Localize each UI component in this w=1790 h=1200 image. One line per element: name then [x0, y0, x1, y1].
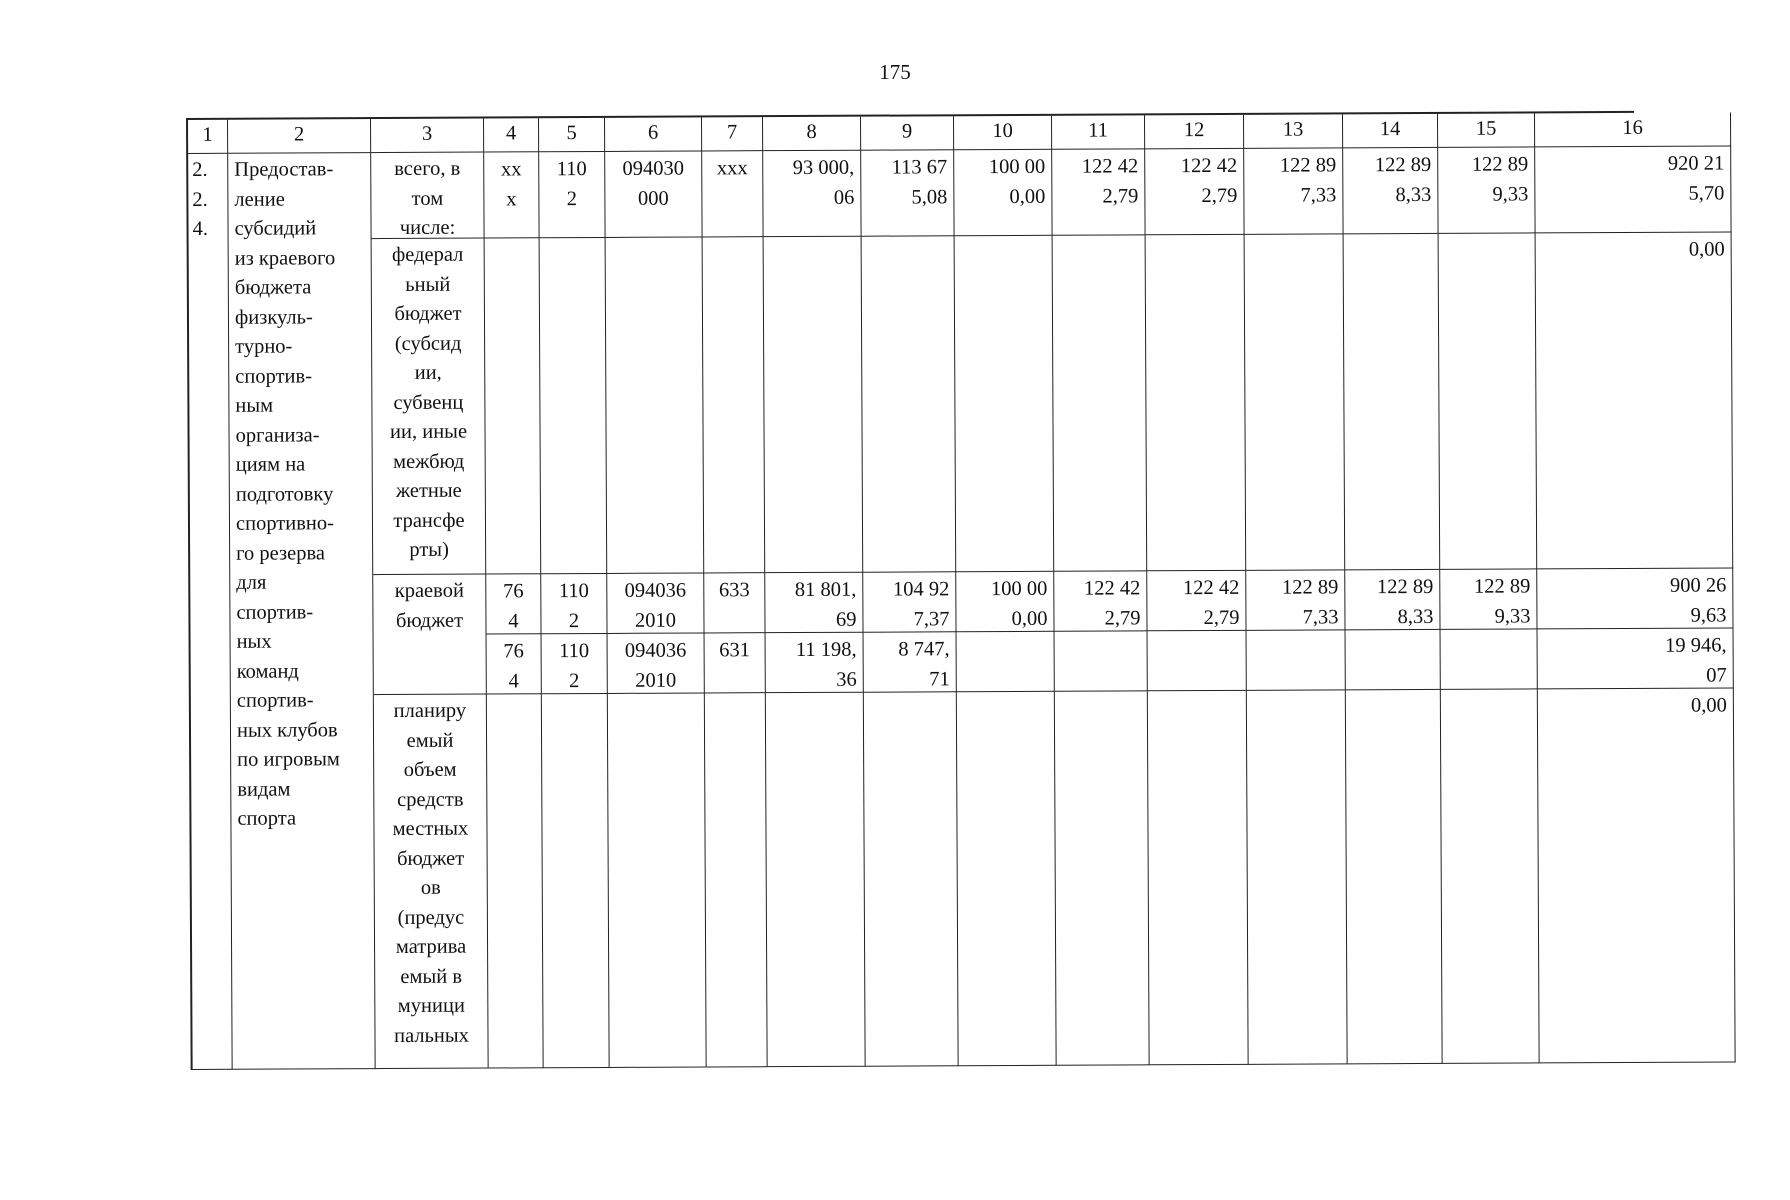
regional-1-c4: 76 4: [486, 574, 541, 634]
regional-1-c15: 122 89 9,33: [1440, 569, 1537, 629]
row-name: Предостав- ление субсидий из краевого бюджета физкуль- турно- спортив- ным организа- циям на подготовку спортивно- го резерва для спортив- ных команд спортив- ных клубов по игровым видам спорта: [228, 153, 375, 1070]
regional-2-c15: [1441, 629, 1538, 689]
total-c9: 113 67 5,08: [861, 150, 954, 236]
local-c16: 0,00: [1538, 688, 1736, 1063]
header-col-9: 9: [861, 116, 954, 150]
regional-1-c6: 094036 2010: [607, 573, 704, 633]
regional-1-c12: 122 42 2,79: [1147, 571, 1246, 631]
header-col-11: 11: [1052, 115, 1145, 149]
federal-c8: [764, 237, 864, 573]
total-c8: 93 000, 06: [763, 151, 861, 237]
federal-c7: [703, 237, 766, 573]
header-col-2: 2: [228, 119, 371, 154]
regional-1-c7: 633: [704, 573, 765, 633]
regional-1-c5: 110 2: [541, 574, 607, 634]
total-c13: 122 89 7,33: [1244, 148, 1343, 234]
regional-1-c9: 104 92 7,37: [863, 572, 956, 632]
local-c4: [487, 694, 544, 1068]
regional-2-c6: 094036 2010: [608, 633, 705, 693]
regional-1-c16: 900 26 9,63: [1537, 568, 1733, 629]
local-c5: [542, 694, 610, 1068]
regional-2-c4: 76 4: [487, 634, 542, 694]
total-c15: 122 89 9,33: [1438, 147, 1535, 233]
row-number-cell: [188, 154, 232, 1070]
header-col-8: 8: [763, 117, 861, 151]
header-col-7: 7: [702, 117, 763, 151]
regional-1-c10: 100 00 0,00: [956, 572, 1054, 632]
total-label: всего, в том числе:: [371, 153, 484, 240]
local-c10: [957, 692, 1057, 1066]
budget-table: [186, 111, 1727, 1070]
total-c4: хх х: [484, 152, 539, 238]
page-number: 175: [879, 60, 911, 84]
local-c6: [608, 693, 707, 1067]
header-col-6: 6: [605, 117, 702, 151]
header-col-1: 1: [188, 120, 228, 154]
federal-c15: [1439, 233, 1538, 569]
local-label: планиру емый объем средств местных бюджет ов (предус матрива емый в муници пальных: [374, 695, 489, 1070]
federal-c14: [1344, 234, 1441, 570]
total-c11: 122 42 2,79: [1052, 149, 1145, 235]
regional-2-c16: 19 946, 07: [1538, 628, 1734, 689]
federal-c13: [1245, 234, 1346, 570]
total-c14: 122 89 8,33: [1343, 148, 1438, 234]
total-c10: 100 00 0,00: [954, 150, 1052, 236]
local-c11: [1055, 691, 1150, 1065]
total-c6: 094030 000: [605, 151, 702, 237]
total-c5: 110 2: [539, 152, 605, 238]
header-col-10: 10: [954, 116, 1052, 150]
regional-2-c7: 631: [705, 633, 766, 693]
total-c16: 920 21 5,70: [1535, 146, 1731, 233]
regional-2-c11: [1055, 631, 1148, 691]
local-c9: [864, 692, 959, 1066]
regional-2-c5: 110 2: [542, 634, 608, 694]
regional-2-c9: 8 747, 71: [864, 632, 957, 692]
federal-c9: [862, 236, 957, 572]
regional-2-c8: 11 198, 36: [766, 633, 864, 693]
federal-label: федерал ьный бюджет (субсид ии, субвенц ии, иные межбюд жетные трансфе рты): [372, 239, 487, 576]
federal-c6: [606, 237, 705, 573]
federal-c11: [1053, 235, 1148, 571]
federal-c5: [540, 238, 608, 574]
local-c13: [1247, 690, 1348, 1064]
row-number: 2. 2. 4.: [192, 158, 208, 240]
total-c7: ххх: [702, 151, 763, 237]
federal-c10: [955, 236, 1055, 572]
regional-1-c14: 122 89 8,33: [1345, 570, 1440, 630]
federal-c16: 0,00: [1536, 232, 1734, 569]
regional-2-c13: [1247, 630, 1346, 690]
header-col-15: 15: [1438, 113, 1535, 147]
local-c15: [1441, 689, 1540, 1063]
regional-label: краевой бюджет: [373, 575, 487, 696]
regional-1-c8: 81 801, 69: [765, 573, 863, 633]
federal-c12: [1146, 235, 1247, 571]
local-c12: [1148, 691, 1249, 1065]
total-c12: 122 42 2,79: [1145, 149, 1244, 235]
header-col-12: 12: [1145, 115, 1244, 149]
local-c7: [705, 693, 768, 1067]
regional-1-c13: 122 89 7,33: [1246, 570, 1345, 630]
header-col-5: 5: [539, 118, 605, 152]
regional-2-c14: [1346, 630, 1441, 690]
regional-1-c11: 122 42 2,79: [1054, 571, 1147, 631]
header-col-14: 14: [1343, 114, 1438, 148]
federal-c4: [485, 238, 542, 574]
header-col-13: 13: [1244, 114, 1343, 148]
header-col-16: 16: [1535, 112, 1731, 147]
header-col-4: 4: [484, 118, 539, 152]
regional-2-c10: [957, 632, 1055, 692]
regional-2-c12: [1148, 631, 1247, 691]
local-c8: [766, 693, 866, 1067]
header-col-3: 3: [371, 119, 484, 154]
local-c14: [1346, 690, 1443, 1064]
